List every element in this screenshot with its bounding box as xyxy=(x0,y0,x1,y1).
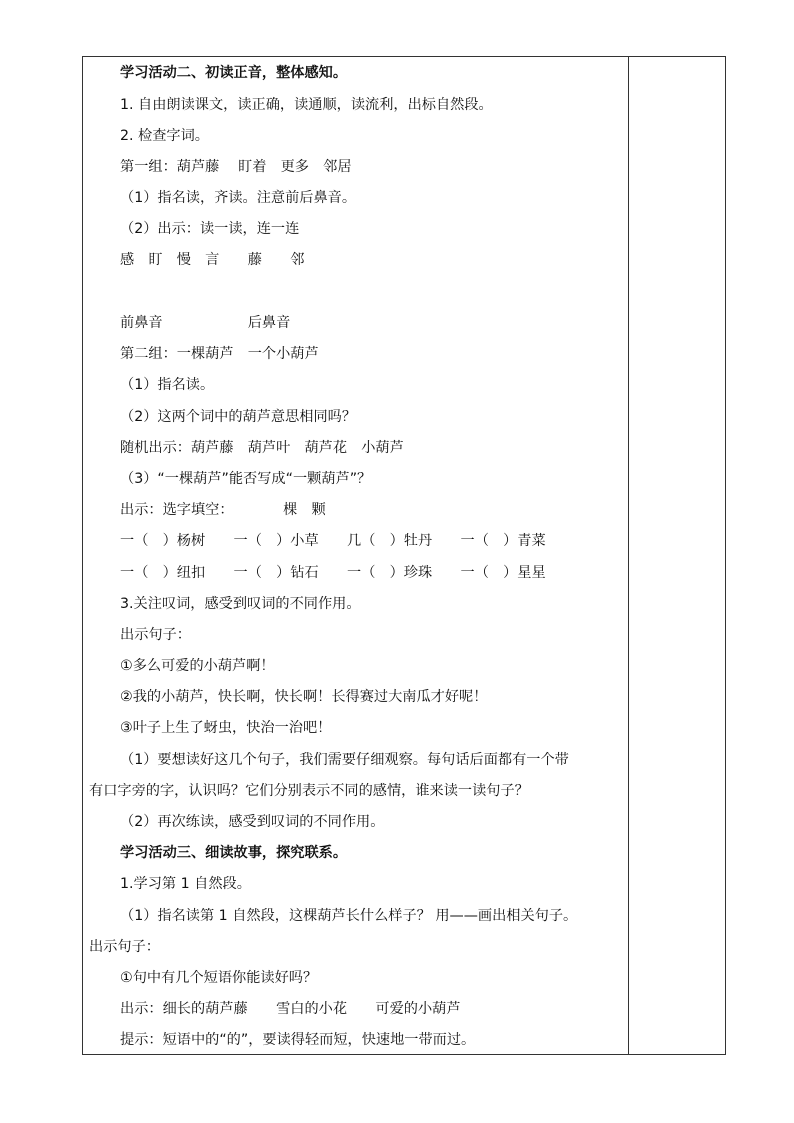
text-line: ①句中有几个短语你能读好吗？ xyxy=(120,970,318,986)
text-line: （2）再次练读，感受到叹词的不同作用。 xyxy=(120,814,385,830)
heading-activity-3: 学习活动三、细读故事，探究联系。 xyxy=(120,845,348,861)
column-divider xyxy=(628,57,629,1054)
text-line: 前鼻音 后鼻音 xyxy=(120,315,291,331)
text-line: （2）出示：读一读，连一连 xyxy=(120,221,300,237)
text-line: ②我的小葫芦，快长啊，快长啊！长得赛过大南瓜才好呢！ xyxy=(120,689,488,705)
text-line: 随机出示：葫芦藤 葫芦叶 葫芦花 小葫芦 xyxy=(120,440,404,456)
text-line: 第二组：一棵葫芦 一个小葫芦 xyxy=(120,346,319,362)
text-line: （1）指名读第 1 自然段，这棵葫芦长什么样子？ 用——画出相关句子。 xyxy=(120,908,578,924)
text-line: 1.学习第 1 自然段。 xyxy=(120,876,251,892)
text-line: 2. 检查字词。 xyxy=(120,128,209,144)
text-line: 1. 自由朗读课文，读正确，读通顺，读流利，出标自然段。 xyxy=(120,97,493,113)
text-line: 出示句子： xyxy=(89,939,160,955)
text-line: 出示句子： xyxy=(120,627,191,643)
lesson-plan-table xyxy=(82,56,726,1055)
text-line: 出示：选字填空： 棵 颗 xyxy=(120,502,326,518)
text-line: 一（ ）纽扣 一（ ）钻石 一（ ）珍珠 一（ ）星星 xyxy=(120,565,546,581)
text-line: ①多么可爱的小葫芦啊！ xyxy=(120,658,275,674)
text-line: 提示：短语中的“的”，要读得轻而短，快速地一带而过。 xyxy=(120,1032,476,1048)
text-line: 一（ ）杨树 一（ ）小草 几（ ）牡丹 一（ ）青菜 xyxy=(120,533,546,549)
text-line: （1）要想读好这几个句子，我们需要仔细观察。每句话后面都有一个带 xyxy=(120,752,569,768)
text-line: ③叶子上生了蚜虫，快治一治吧！ xyxy=(120,720,332,736)
text-line: （1）指名读，齐读。注意前后鼻音。 xyxy=(120,190,357,206)
text-line: （1）指名读。 xyxy=(120,377,215,393)
text-line: （3）“一棵葫芦”能否写成“一颗葫芦”？ xyxy=(120,471,372,487)
text-line: 有口字旁的字，认识吗？它们分别表示不同的感情，谁来读一读句子？ xyxy=(89,783,529,799)
text-line: 3.关注叹词，感受到叹词的不同作用。 xyxy=(120,596,361,612)
text-line: 感 盯 慢 言 藤 邻 xyxy=(120,252,305,268)
heading-activity-2: 学习活动二、初读正音，整体感知。 xyxy=(120,65,348,81)
text-line: （2）这两个词中的葫芦意思相同吗？ xyxy=(120,409,357,425)
text-line: 第一组：葫芦藤 盯着 更多 邻居 xyxy=(120,159,352,175)
text-line: 出示：细长的葫芦藤 雪白的小花 可爱的小葫芦 xyxy=(120,1001,461,1017)
